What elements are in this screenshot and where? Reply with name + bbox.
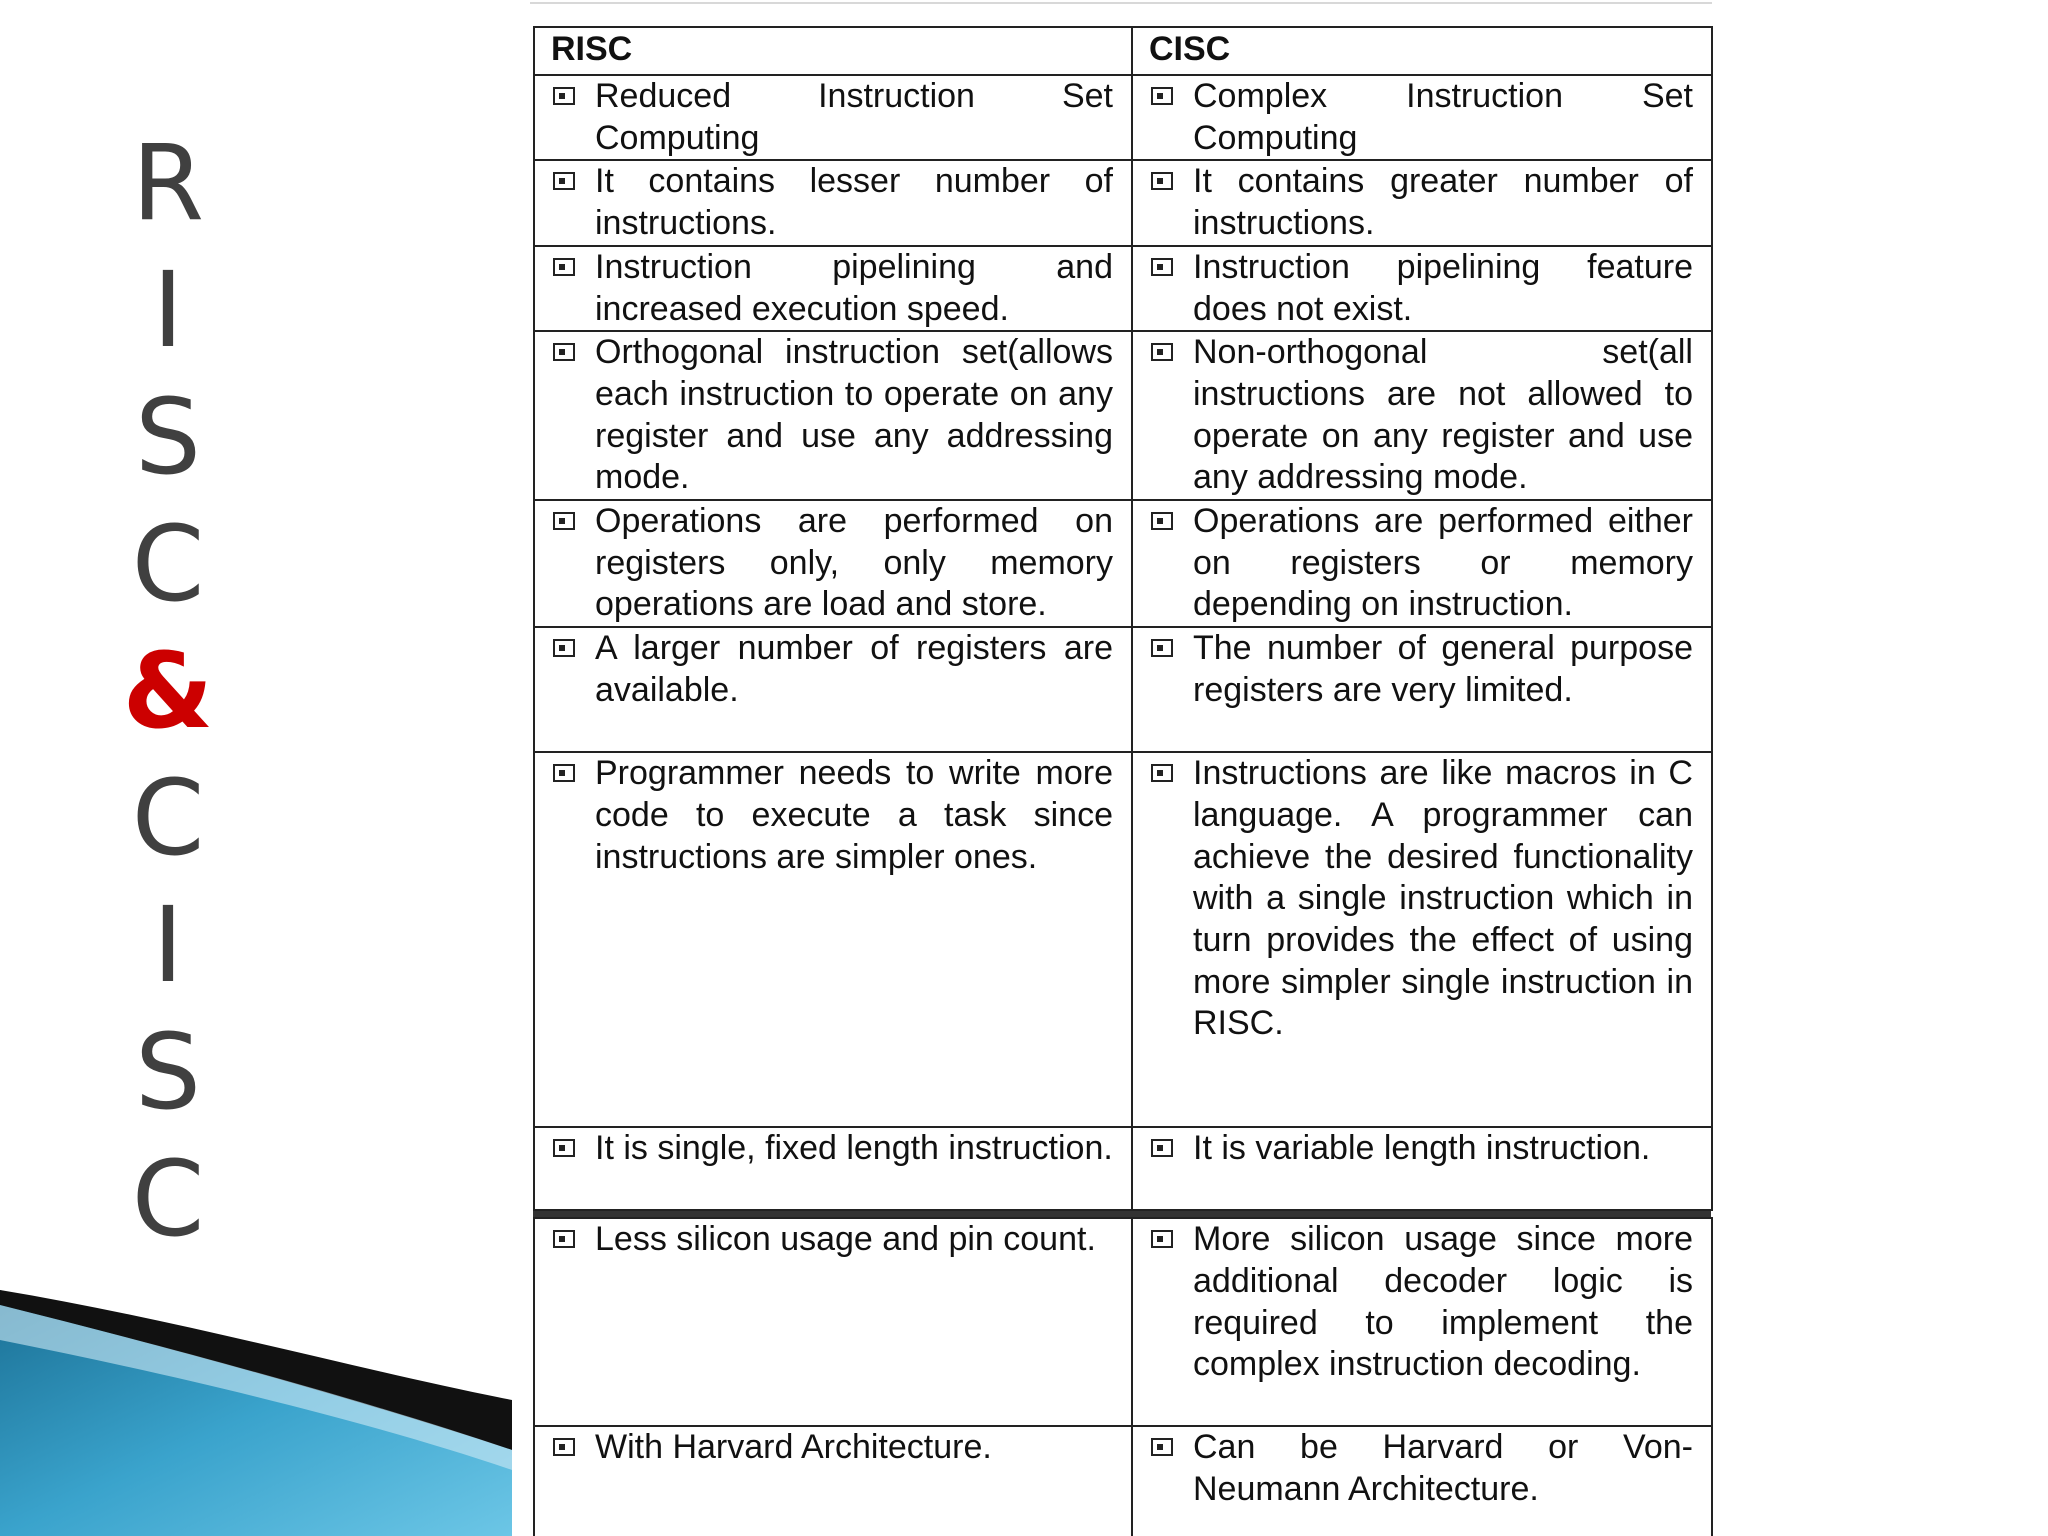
cell-text: It is variable length instruction. — [1193, 1129, 1651, 1168]
top-divider — [530, 2, 1712, 4]
boxed-bullet-icon — [553, 512, 575, 530]
boxed-bullet-icon — [553, 343, 575, 361]
cisc-cell — [1132, 246, 1712, 331]
cisc-cell — [1132, 752, 1712, 1127]
list-item — [1133, 161, 1711, 244]
list-item — [535, 161, 1131, 244]
list-item — [1133, 1128, 1711, 1170]
list-item — [1133, 247, 1711, 330]
title-letter: S — [134, 1011, 201, 1133]
cell-text: Instructions are like macros in C language. A programmer can achieve the desired functionality with a single instruction which in turn provides the effect of using more simpler single instruction in RISC. — [1193, 754, 1693, 1043]
risc-cell — [534, 1127, 1132, 1210]
cell-text: A larger number of registers are available. — [595, 629, 1113, 709]
list-item — [535, 247, 1131, 330]
boxed-bullet-icon — [553, 639, 575, 657]
boxed-bullet-icon — [553, 87, 575, 105]
table-row — [534, 752, 1712, 1127]
title-letter: R — [131, 122, 205, 244]
list-item — [1133, 1427, 1711, 1510]
table-row — [534, 1127, 1712, 1210]
list-item — [1133, 501, 1711, 626]
header-cisc: CISC — [1132, 27, 1712, 75]
boxed-bullet-icon — [553, 258, 575, 276]
boxed-bullet-icon — [1151, 512, 1173, 530]
boxed-bullet-icon — [1151, 343, 1173, 361]
boxed-bullet-icon — [553, 1438, 575, 1456]
title-letter: I — [152, 249, 184, 371]
cisc-cell — [1132, 75, 1712, 160]
boxed-bullet-icon — [1151, 172, 1173, 190]
table-row — [534, 1426, 1712, 1536]
title-letter: I — [152, 884, 184, 1006]
cell-text: Complex Instruction Set Computing — [1193, 77, 1693, 157]
cisc-cell — [1132, 331, 1712, 500]
cell-text: Non-orthogonal set(all instructions are not allowed to operate on any register and use any addressing mode. — [1193, 333, 1693, 497]
risc-cell — [534, 1218, 1132, 1426]
table-row — [534, 160, 1712, 245]
list-item — [535, 1219, 1131, 1261]
cell-text: Reduced Instruction Set Computing — [595, 77, 1113, 157]
comparison-table-wrapper — [533, 26, 1711, 1536]
boxed-bullet-icon — [1151, 258, 1173, 276]
list-item — [535, 1427, 1131, 1469]
cell-text: Operations are performed on registers only, only memory operations are load and store. — [595, 502, 1113, 624]
boxed-bullet-icon — [553, 172, 575, 190]
boxed-bullet-icon — [1151, 639, 1173, 657]
risc-cell — [534, 246, 1132, 331]
risc-cell — [534, 500, 1132, 627]
list-item — [535, 76, 1131, 159]
cell-text: It contains lesser number of instructions. — [595, 162, 1113, 243]
cell-text: Programmer needs to write more code to execute a task since instructions are simpler ones. — [595, 754, 1113, 876]
risc-cell — [534, 1426, 1132, 1536]
vertical-title — [118, 120, 218, 1263]
header-risc: RISC — [534, 27, 1132, 75]
table-header-row — [534, 27, 1712, 75]
list-item — [535, 628, 1131, 711]
cell-text: Less silicon usage and pin count. — [595, 1220, 1096, 1259]
list-item — [535, 753, 1131, 878]
cell-text: It is single, fixed length instruction. — [595, 1129, 1113, 1168]
table-row — [534, 1218, 1712, 1426]
cell-text: More silicon usage since more additional decoder logic is required to implement the complex instruction decoding. — [1193, 1220, 1693, 1384]
risc-cell — [534, 160, 1132, 245]
comparison-table-lower — [533, 1217, 1713, 1536]
title-letter: C — [131, 757, 205, 879]
cisc-cell — [1132, 1426, 1712, 1536]
cell-text: Operations are performed either on registers or memory depending on instruction. — [1193, 502, 1693, 624]
list-item — [1133, 332, 1711, 499]
boxed-bullet-icon — [1151, 87, 1173, 105]
title-letter: C — [131, 1138, 205, 1260]
cell-text: Instruction pipelining feature does not exist. — [1193, 247, 1693, 328]
table-body-upper — [534, 75, 1712, 1210]
table-row — [534, 331, 1712, 500]
cell-text: The number of general purpose registers are very limited. — [1193, 629, 1693, 709]
risc-cell — [534, 75, 1132, 160]
list-item — [1133, 1219, 1711, 1386]
comparison-table — [533, 26, 1713, 1211]
table-body-lower — [534, 1218, 1712, 1536]
cell-text: Instruction pipelining and increased execution speed. — [595, 247, 1113, 328]
list-item — [535, 501, 1131, 626]
boxed-bullet-icon — [553, 764, 575, 782]
cisc-cell — [1132, 160, 1712, 245]
list-item — [1133, 76, 1711, 159]
cisc-cell — [1132, 627, 1712, 752]
title-letter: C — [131, 503, 205, 625]
title-ampersand: & — [122, 630, 214, 752]
risc-cell — [534, 627, 1132, 752]
cell-text: Can be Harvard or Von-Neumann Architecture. — [1193, 1428, 1693, 1508]
risc-cell — [534, 331, 1132, 500]
cell-text: Orthogonal instruction set(allows each instruction to operate on any register and use any addressing mode. — [595, 333, 1113, 497]
cell-text: It contains greater number of instructions. — [1193, 162, 1693, 243]
cell-text: With Harvard Architecture. — [595, 1428, 992, 1467]
title-letter: S — [134, 376, 201, 498]
table-row — [534, 627, 1712, 752]
risc-cell — [534, 752, 1132, 1127]
table-row — [534, 246, 1712, 331]
cisc-cell — [1132, 500, 1712, 627]
boxed-bullet-icon — [553, 1139, 575, 1157]
list-item — [535, 332, 1131, 499]
cisc-cell — [1132, 1127, 1712, 1210]
boxed-bullet-icon — [1151, 1438, 1173, 1456]
table-row — [534, 500, 1712, 627]
cisc-cell — [1132, 1218, 1712, 1426]
list-item — [1133, 628, 1711, 711]
table-row — [534, 75, 1712, 160]
boxed-bullet-icon — [553, 1230, 575, 1248]
list-item — [535, 1128, 1131, 1170]
boxed-bullet-icon — [1151, 1139, 1173, 1157]
list-item — [1133, 753, 1711, 1045]
boxed-bullet-icon — [1151, 764, 1173, 782]
boxed-bullet-icon — [1151, 1230, 1173, 1248]
